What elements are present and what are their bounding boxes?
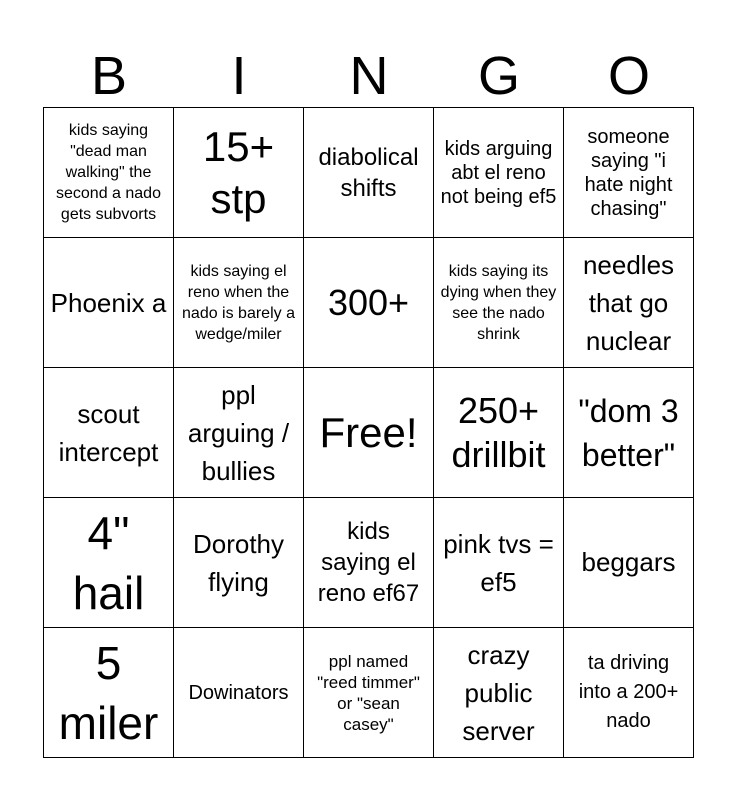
bingo-cell[interactable] [434,628,564,758]
bingo-cell[interactable] [564,628,694,758]
bingo-cell[interactable] [44,498,174,628]
bingo-cell[interactable] [174,498,304,628]
cell-text: Dorothy flying [192,528,285,597]
cell-text: pink tvs = ef5 [443,528,554,597]
bingo-cell[interactable] [174,108,304,238]
cell-text: kids saying "dead man walking" the second a nado gets subvorts [56,122,161,223]
bingo-cell[interactable] [44,108,174,238]
cell-text: 4" hail [72,506,145,619]
bingo-cell[interactable] [174,368,304,498]
bingo-cell[interactable] [304,498,434,628]
bingo-cell[interactable] [44,368,174,498]
bingo-cell[interactable] [304,238,434,368]
cell-text: Dowinators [188,681,289,704]
cell-text: 5 miler [58,636,159,749]
bingo-board [43,107,694,758]
free-space[interactable] [304,368,434,498]
cell-text: "dom 3 better" [578,392,679,473]
cell-text: scout intercept [58,398,159,467]
cell-text: someone saying "i hate night chasing" [584,125,673,220]
cell-text: 15+ stp [202,122,275,222]
cell-text: kids arguing abt el reno not being ef5 [440,137,557,208]
cell-text: 300+ [327,281,410,323]
bingo-cell[interactable] [434,238,564,368]
header-letter-b: B [90,46,128,106]
header-letter-o: O [607,46,650,106]
bingo-cell[interactable] [564,238,694,368]
bingo-cell[interactable] [44,628,174,758]
cell-text: ta driving into a 200+ nado [578,652,679,732]
bingo-cell[interactable] [174,628,304,758]
bingo-cell[interactable] [304,628,434,758]
cell-text: kids saying its dying when they see the nado shrink [440,262,557,343]
bingo-cell[interactable] [434,108,564,238]
bingo-cell[interactable] [564,368,694,498]
bingo-cell[interactable] [564,498,694,628]
cell-text: crazy public server [462,639,535,746]
bingo-cell[interactable] [434,368,564,498]
cell-text: 250+ drillbit [451,389,546,475]
cell-text: kids saying el reno ef67 [317,518,420,607]
cell-text: needles that go nuclear [582,249,675,356]
header-letter-i: I [231,46,247,106]
free-space-text: Free! [319,408,418,456]
header-letter-g: G [477,46,520,106]
cell-text: beggars [581,547,676,577]
bingo-cell[interactable] [434,498,564,628]
cell-text: kids saying el reno when the nado is barely a wedge/miler [182,262,295,343]
cell-text: Phoenix a [50,287,167,318]
bingo-cell[interactable] [44,238,174,368]
cell-text: diabolical shifts [318,143,419,202]
header-letter-n: N [349,46,389,106]
bingo-header [44,40,694,108]
bingo-cell[interactable] [564,108,694,238]
bingo-cell[interactable] [174,238,304,368]
cell-text: ppl named "reed timmer" or "sean casey" [317,651,420,734]
bingo-cell[interactable] [304,108,434,238]
cell-text: ppl arguing / bullies [187,379,290,486]
